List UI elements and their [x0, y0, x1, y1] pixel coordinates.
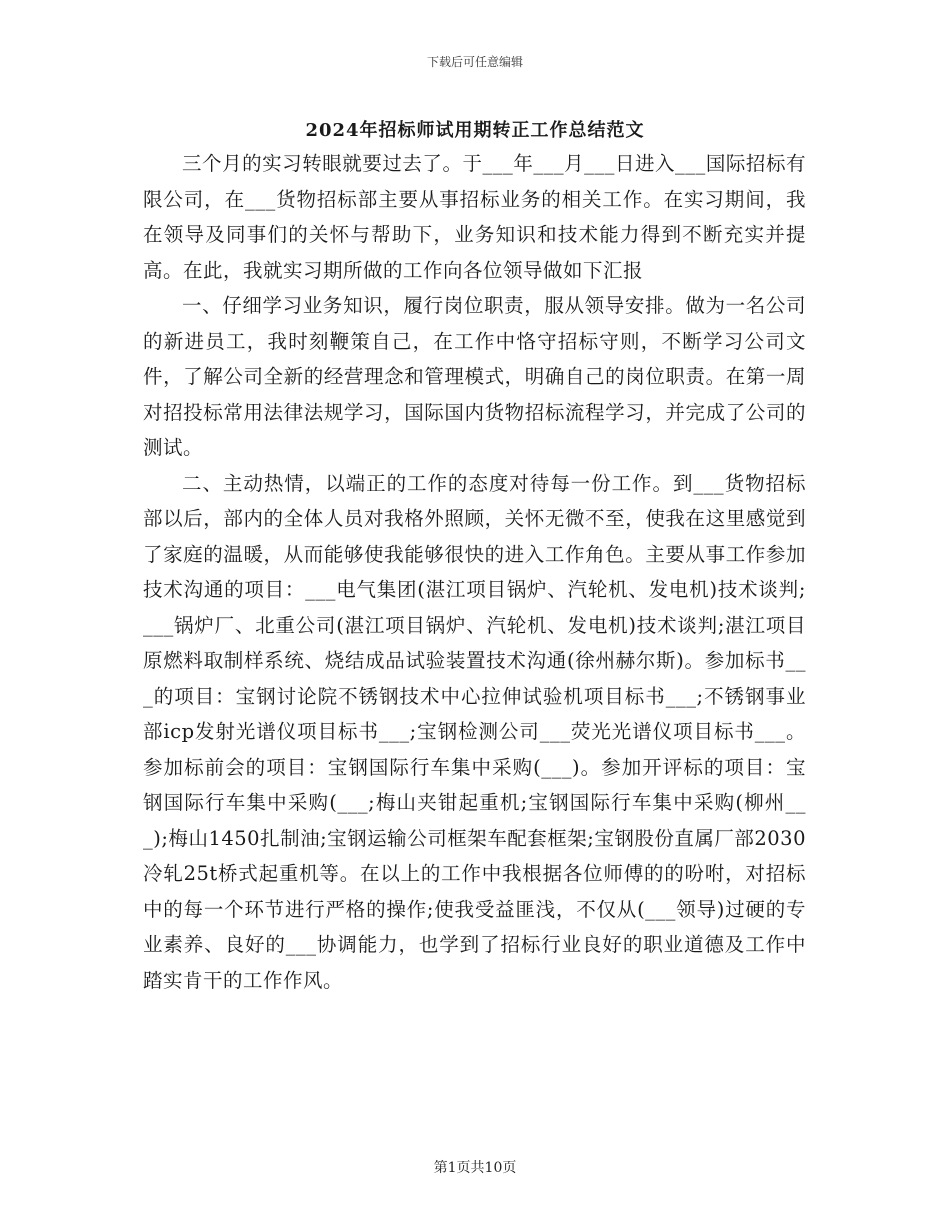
page-number: 第1页共10页	[433, 1160, 517, 1176]
header-note: 下载后可任意编辑	[426, 55, 523, 69]
paragraph-section-2: 二、主动热情，以端正的工作的态度对待每一份工作。到___货物招标部以后，部内的全体人员对我格外照顾，关怀无微不至，使我在这里感觉到了家庭的温暖，从而能够使我能够很快的进入工作角色。主要从事工作参加技术沟通的项目：___电气集团(湛江项目锅炉、汽轮机、发电机)技术谈判;___锅炉厂、北重公司(湛江项目锅炉、汽轮机、发电机)技术谈判;湛江项目原燃料取制样系统、烧结成品试验装置技术沟通(徐州赫尔斯)。参加标书___的项目：宝钢讨论院不锈钢技术中心拉伸试验机项目标书___;不锈钢事业部icp发射光谱仪项目标书___;宝钢检测公司___荧光光谱仪项目标书___。参加标前会的项目：宝钢国际行车集中采购(___)。参加开评标的项目：宝钢国际行车集中采购(___;梅山夹钳起重机;宝钢国际行车集中采购(柳州___);梅山1450扎制油;宝钢运输公司框架车配套框架;宝钢股份直属厂部2030冷轧25t桥式起重机等。在以上的工作中我根据各位师傅的的吩咐，对招标中的每一个环节进行严格的操作;使我受益匪浅，不仅从(___领导)过硬的专业素养、良好的___协调能力，也学到了招标行业良好的职业道德及工作中踏实肯干的工作作风。	[143, 471, 806, 992]
document-body	[143, 146, 806, 998]
document-title: 2024年招标师试用期转正工作总结范文	[305, 120, 645, 141]
paragraph-section-1: 一、仔细学习业务知识，履行岗位职责，服从领导安排。做为一名公司的新进员工，我时刻鞭策自己，在工作中恪守招标守则，不断学习公司文件，了解公司全新的经营理念和管理模式，明确自己的岗位职责。在第一周对招投标常用法律法规学习，国际国内货物招标流程学习，并完成了公司的测试。	[143, 294, 806, 459]
paragraph-intro: 三个月的实习转眼就要过去了。于___年___月___日进入___国际招标有限公司，在___货物招标部主要从事招标业务的相关工作。在实习期间，我在领导及同事们的关怀与帮助下，业务知识和技术能力得到不断充实并提高。在此，我就实习期所做的工作向各位领导做如下汇报	[143, 152, 806, 282]
